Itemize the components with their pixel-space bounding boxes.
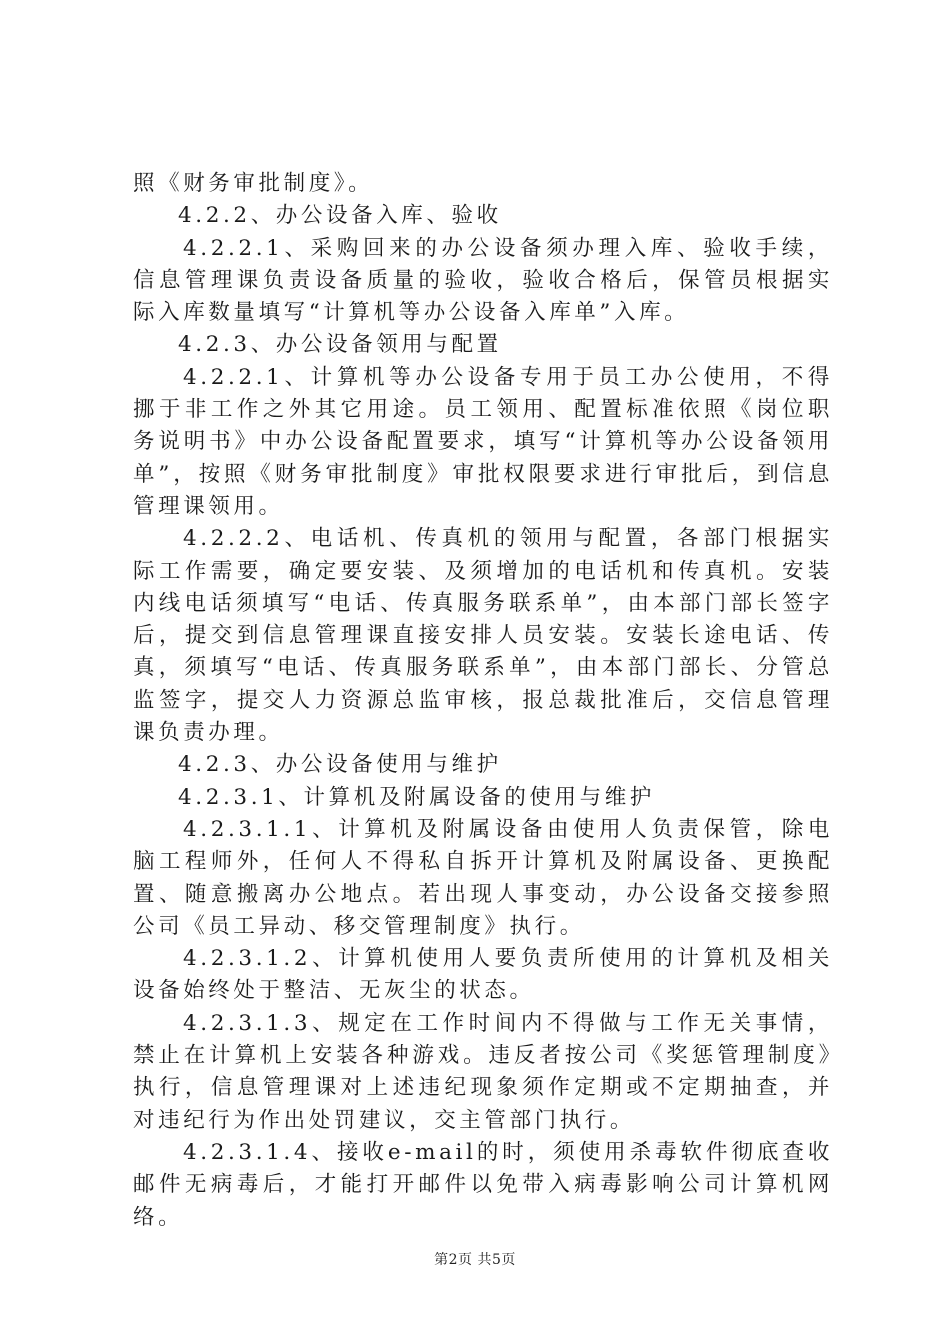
document-body (133, 168, 833, 1234)
paragraph-4-2-2-2-phone-fax: 4.2.2.2、电话机、传真机的领用与配置，各部门根据实际工作需要，确定要安装、及须增加的电话机和传真机。安装内线电话须填写“电话、传真服务联系单”，由本部门部长签字后，提交到信息管理课直接安排人员安装。安装长途电话、传真，须填写“电话、传真服务联系单”，由本部门部长、分管总监签字，提交人力资源总监审核，报总裁批准后，交信息管理课负责办理。 (133, 526, 833, 746)
paragraph-continuation: 照《财务审批制度》。 (133, 171, 374, 196)
paragraph-4-2-3-1-3: 4.2.3.1.3、规定在工作时间内不得做与工作无关事情，禁止在计算机上安装各种游戏。违反者按公司《奖惩管理制度》执行，信息管理课对上述违纪现象须作定期或不定期抽查，并对违纪行为作出处罚建议，交主管部门执行。 (133, 1010, 833, 1133)
paragraph-4-2-2-1-usage: 4.2.2.1、计算机等办公设备专用于员工办公使用，不得挪于非工作之外其它用途。员工领用、配置标准依照《岗位职务说明书》中办公设备配置要求，填写“计算机等办公设备领用单”，按照《财务审批制度》审批权限要求进行审批后，到信息管理课领用。 (133, 364, 833, 519)
paragraph-4-2-3-1-4: 4.2.3.1.4、接收e-mail的时，须使用杀毒软件彻底查收邮件无病毒后，才能打开邮件以免带入病毒影响公司计算机网络。 (133, 1139, 833, 1230)
section-heading-4-2-2: 4.2.2、办公设备入库、验收 (178, 203, 502, 229)
page-number-footer: 第2页 共5页 (434, 1252, 516, 1268)
paragraph-4-2-3-1-2: 4.2.3.1.2、计算机使用人要负责所使用的计算机及相关设备始终处于整洁、无灰尘的状态。 (133, 946, 833, 1004)
section-heading-4-2-3-1: 4.2.3.1、计算机及附属设备的使用与维护 (178, 784, 655, 810)
section-heading-4-2-3-maintenance: 4.2.3、办公设备使用与维护 (178, 752, 502, 778)
paragraph-4-2-3-1-1: 4.2.3.1.1、计算机及附属设备由使用人负责保管，除电脑工程师外，任何人不得私自拆开计算机及附属设备、更换配置、随意搬离办公地点。若出现人事变动，办公设备交接参照公司《员工异动、移交管理制度》执行。 (133, 816, 833, 939)
section-heading-4-2-3-collection: 4.2.3、办公设备领用与配置 (178, 332, 502, 358)
paragraph-4-2-2-1-intake: 4.2.2.1、采购回来的办公设备须办理入库、验收手续，信息管理课负责设备质量的验收，验收合格后，保管员根据实际入库数量填写“计算机等办公设备入库单”入库。 (133, 235, 833, 326)
